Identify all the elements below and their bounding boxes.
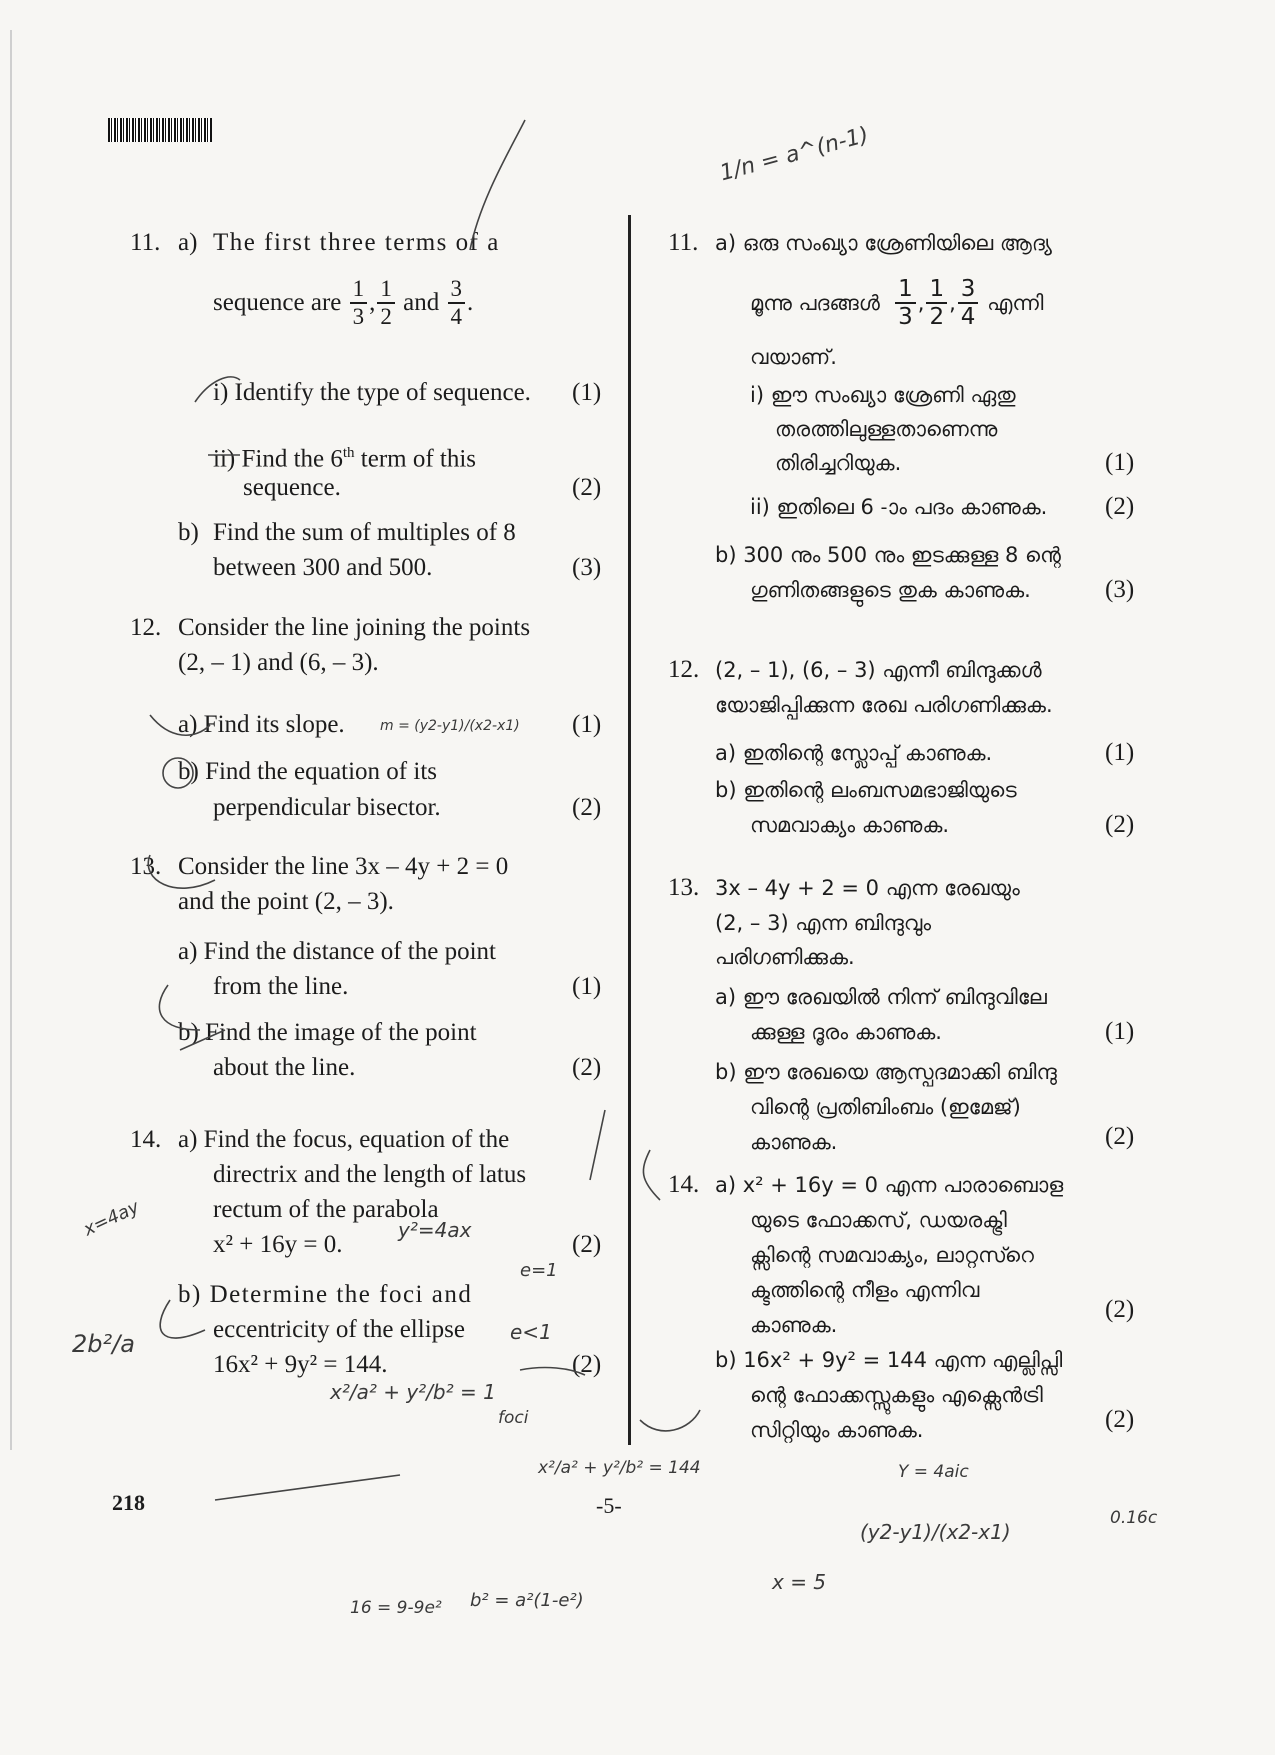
mal-q12-line1: (2, – 1), (6, – 3) എന്നീ ബിന്ദുക്കൾ (715, 658, 1042, 682)
handwriting-top: 1/n = a^(n-1) (717, 122, 872, 187)
q13-number: 13. (130, 853, 162, 880)
mal-q14-a-marks: (2) (1105, 1296, 1135, 1323)
handwriting-ellipse-2: x²/a² + y²/b² = 1 (330, 1380, 496, 1404)
q11-b-line1: Find the sum of multiples of 8 (213, 519, 516, 546)
fraction-1-2: $\frac{1}{2}$ (377, 276, 395, 330)
q13-b-line2: about the line. (213, 1054, 356, 1081)
paper-code: 218 (112, 1490, 145, 1515)
q14-a-marks: (2) (572, 1231, 602, 1258)
fraction-3-4: $\frac{3}{4}$ (448, 276, 466, 330)
mal-fraction-1-2: $\frac{1}{2}$ (926, 276, 947, 330)
q14-a-line3: rectum of the parabola (213, 1196, 439, 1223)
fraction-1-3: $\frac{1}{3}$ (350, 276, 368, 330)
q14-number: 14. (130, 1126, 162, 1153)
q11-ii-line2: sequence. (243, 474, 341, 501)
mal-q11-ii: ii) ഇതിലെ 6 -ാം പദം കാണുക. (750, 495, 1048, 519)
q13-a-line2: from the line. (213, 973, 349, 1000)
mal-q14-b-line2: ന്റെ ഫോക്കസ്സുകളും എക്സെൻട്രി (750, 1383, 1043, 1407)
mal-q11-a-line1: a) ഒരു സംഖ്യാ ശ്രേണിയിലെ ആദ്യ (715, 231, 1052, 255)
mal-q12-b-line1: b) ഇതിന്റെ ലംബസമഭാജിയുടെ (715, 778, 1017, 802)
mal-q12-a-marks: (1) (1105, 739, 1135, 766)
mal-q14-a-line1: a) x² + 16y = 0 എന്ന പാരാബൊള (715, 1173, 1064, 1197)
mal-q14-b-line3: സിറ്റിയും കാണുക. (750, 1418, 924, 1442)
q11-b-label: b) (178, 519, 199, 546)
handwriting-ellipse-3: foci (498, 1408, 529, 1428)
q11-a-label: a) (178, 229, 198, 256)
pencil-stroke-top (470, 120, 525, 250)
handwriting-bottom-5: b² = a²(1-e²) (470, 1590, 584, 1611)
q11-a-line2: sequence are $\frac{1}{3}$ , $\frac{1}{2}$ and $\frac{3}{4}$ . (213, 276, 474, 329)
mal-q13-line1: 3x – 4y + 2 = 0 എന്ന രേഖയും (715, 876, 1020, 900)
mal-q13-b-marks: (2) (1105, 1123, 1135, 1150)
q14-b-line1: b) Determine the foci and (178, 1281, 473, 1308)
q11-ii-marks: (2) (572, 474, 602, 501)
q14-b-marks: (2) (572, 1351, 602, 1378)
mal-q14-b-marks: (2) (1105, 1406, 1135, 1433)
q14-b-line2: eccentricity of the ellipse (213, 1316, 465, 1343)
handwriting-parabola-1: x=4ay (80, 1196, 143, 1241)
q13-a-marks: (1) (572, 973, 602, 1000)
q11-a-line1: The first three terms of a (213, 229, 500, 256)
handwriting-ellipse-4: x²/a² + y²/b² = 144 (538, 1458, 701, 1478)
mal-q11-b-line2: ഗുണിതങ്ങളുടെ തുക കാണുക. (750, 578, 1031, 602)
q11-b-marks: (3) (572, 554, 602, 581)
q14-b-line3: 16x² + 9y² = 144. (213, 1351, 388, 1378)
q13-a-line1: a) Find the distance of the point (178, 938, 496, 965)
q13-line2: and the point (2, – 3). (178, 888, 394, 915)
handwriting-bottom-6: 16 = 9-9e² (350, 1598, 442, 1618)
mal-q11-i-line2: തരത്തിലുള്ളതാണെന്നു (775, 417, 998, 441)
mal-q14-a-line3: ക്സിന്റെ സമവാക്യം, ലാറ്റസ്റെ (750, 1243, 1034, 1267)
mal-q14-a-line4: ക്ടത്തിന്റെ നീളം എന്നിവ (750, 1278, 980, 1302)
mal-q11-i-marks: (1) (1105, 449, 1135, 476)
q11-number: 11. (130, 229, 161, 256)
mal-q12-a: a) ഇതിന്റെ സ്ലോപ്പ് കാണുക. (715, 741, 993, 765)
mal-q11-a-line2: മൂന്നു പദങ്ങൾ $\frac{1}{3}$ , $\frac{1}{2}$ , $\frac{3}{4}$ എന്നി (750, 276, 1044, 330)
mal-q12-number: 12. (668, 656, 700, 683)
q12-line1: Consider the line joining the points (178, 614, 531, 641)
mal-q13-b-line1: b) ഈ രേഖയെ ആസ്പദമാക്കി ബിന്ദു (715, 1060, 1057, 1084)
q11-ii: ii) Find the 6th term of this (213, 445, 477, 473)
q12-a: a) Find its slope. (178, 711, 345, 738)
mal-q14-number: 14. (668, 1171, 700, 1198)
handwriting-bottom-1: Y = 4aic (898, 1462, 969, 1482)
mal-q13-a-marks: (1) (1105, 1018, 1135, 1045)
handwriting-parabola-3: e=1 (520, 1260, 558, 1281)
mal-fraction-3-4: $\frac{3}{4}$ (958, 276, 979, 330)
handwriting-bottom-2: x = 5 (772, 1570, 827, 1594)
mal-q13-line2: (2, – 3) എന്ന ബിന്ദുവും (715, 911, 932, 935)
handwriting-slope: m = (y2-y1)/(x2-x1) (380, 718, 520, 734)
q14-a-line1: a) Find the focus, equation of the (178, 1126, 510, 1153)
page-number: -5- (596, 1493, 622, 1518)
q11-i: i) Identify the type of sequence. (213, 379, 531, 406)
q14-a-line4: x² + 16y = 0. (213, 1231, 343, 1258)
q11-b-line2: between 300 and 500. (213, 554, 433, 581)
mal-q13-a-line2: ക്കുള്ള ദൂരം കാണുക. (750, 1020, 942, 1044)
mal-q11-i-line3: തിരിച്ചറിയുക. (775, 451, 902, 475)
handwriting-latus: 2b²/a (72, 1330, 135, 1358)
q12-number: 12. (130, 614, 162, 641)
mal-q13-b-line3: കാണുക. (750, 1130, 838, 1154)
mal-q11-a-line3: വയാണ്. (750, 345, 837, 369)
handwriting-bottom-3: 0.16c (1110, 1508, 1158, 1528)
mal-q11-number: 11. (668, 229, 699, 256)
q12-b-marks: (2) (572, 794, 602, 821)
q13-b-line1: b) Find the image of the point (178, 1019, 477, 1046)
q12-b-line1: b) Find the equation of its (178, 758, 437, 785)
handwriting-bottom-4: (y2-y1)/(x2-x1) (860, 1520, 1011, 1544)
mal-q13-line3: പരിഗണിക്കുക. (715, 945, 855, 969)
mal-q12-line2: യോജിപ്പിക്കുന്ന രേഖ പരിഗണിക്കുക. (715, 693, 1053, 717)
mal-q11-b-line1: b) 300 നും 500 നും ഇടക്കുള്ള 8 ന്റെ (715, 543, 1061, 567)
mal-q11-i-line1: i) ഈ സംഖ്യാ ശ്രേണി ഏതു (750, 383, 1016, 407)
q13-b-marks: (2) (572, 1054, 602, 1081)
q12-line2: (2, – 1) and (6, – 3). (178, 649, 379, 676)
q12-b-line2: perpendicular bisector. (213, 794, 441, 821)
mal-fraction-1-3: $\frac{1}{3}$ (895, 276, 916, 330)
mal-q13-b-line2: വിന്റെ പ്രതിബിംബം (ഇമേജ്) (750, 1095, 1021, 1119)
mal-q11-ii-marks: (2) (1105, 493, 1135, 520)
mal-q12-b-marks: (2) (1105, 811, 1135, 838)
mal-q13-number: 13. (668, 874, 700, 901)
handwriting-ellipse-1: e<1 (510, 1320, 552, 1344)
mal-q13-a-line1: a) ഈ രേഖയിൽ നിന്ന് ബിന്ദുവിലേ (715, 985, 1047, 1009)
handwriting-parabola-2: y²=4ax (398, 1218, 472, 1242)
q11-i-marks: (1) (572, 379, 602, 406)
mal-q14-b-line1: b) 16x² + 9y² = 144 എന്ന എല്ലിപ്സി (715, 1348, 1063, 1372)
q14-a-line2: directrix and the length of latus (213, 1161, 527, 1188)
q11-sequence-are: sequence are (213, 289, 342, 316)
mal-q14-a-line5: കാണുക. (750, 1313, 838, 1337)
q13-line1: Consider the line 3x – 4y + 2 = 0 (178, 853, 509, 880)
mal-q11-b-marks: (3) (1105, 576, 1135, 603)
mal-q12-b-line2: സമവാക്യം കാണുക. (750, 813, 950, 837)
mal-q14-a-line2: യുടെ ഫോക്കസ്, ഡയരക്ട്രി (750, 1208, 1007, 1232)
q12-a-marks: (1) (572, 711, 602, 738)
